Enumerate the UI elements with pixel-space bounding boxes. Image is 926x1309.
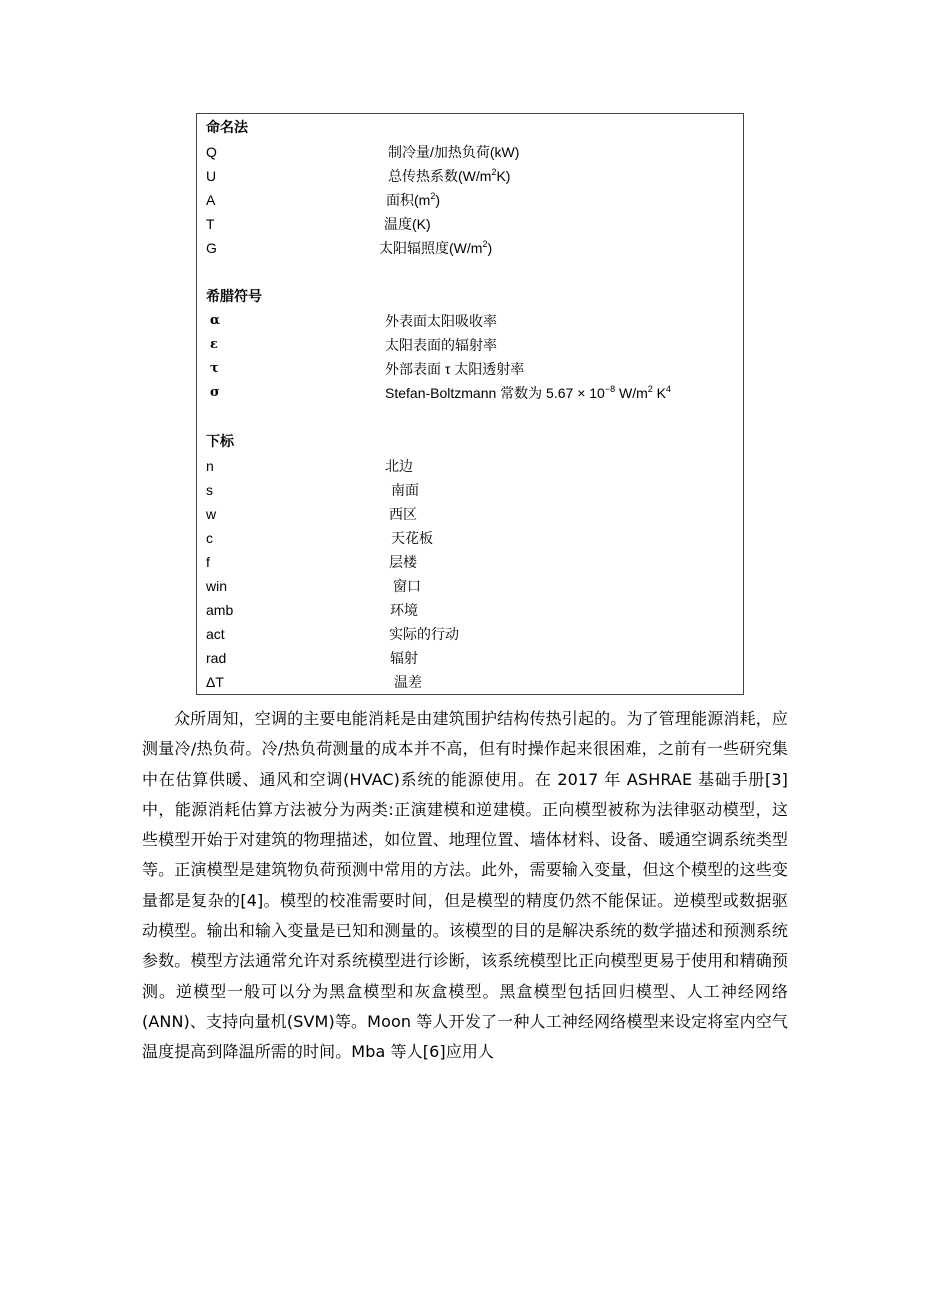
subscript-row xyxy=(197,454,743,478)
subscript-row xyxy=(197,550,743,574)
description: 总传热系数$(W/m^2K)$ xyxy=(388,167,511,184)
subscript-row xyxy=(197,670,743,694)
symbol: w xyxy=(206,506,217,522)
symbol: τ xyxy=(210,361,219,376)
symbol: amb xyxy=(206,602,234,618)
description: Stefan-Boltzmann 常数为 $5.67 \times 10^{-8}$ $W/m^2$ $K^4$ xyxy=(385,384,672,401)
description: 制冷量/加热负荷(kW) xyxy=(388,144,520,160)
symbol: Q xyxy=(206,144,217,160)
nomenclature-row xyxy=(197,188,743,212)
subscript-row xyxy=(197,478,743,502)
description: 外部表面 τ 太阳透射率 xyxy=(385,361,525,377)
symbol: rad xyxy=(206,650,227,666)
body-paragraph: 众所周知，空调的主要电能消耗是由建筑围护结构传热引起的。为了管理能源消耗，应测量冷/热负荷。冷/热负荷测量的成本并不高，但有时操作起来很困难，之前有一些研究集中在估算供暖、通风和空调(HVAC)系统的能源使用。在 2017 年 ASHRAE 基础手册[3]中，能源消耗估算方法被分为两类:正演建模和逆建模。正向模型被称为法律驱动模型，这些模型开始于对建筑的物理描述，如位置、地理位置、墙体材料、设备、暖通空调系统类型等。正演模型是建筑物负荷预测中常用的方法。此外，需要输入变量，但这个模型的这些变量都是复杂的[4]。模型的校准需要时间，但是模型的精度仍然不能保证。逆模型或数据驱动模型。输出和输入变量是已知和测量的。该模型的目的是解决系统的数学描述和预测系统参数。模型方法通常允许对系统模型进行诊断，该系统模型比正向模型更易于使用和精确预测。逆模型一般可以分为黑盒模型和灰盒模型。黑盒模型包括回归模型、人工神经网络(ANN)、支持向量机(SVM)等。Moon 等人开发了一种人工神经网络模型来设定将室内空气温度提高到降温所需的时间。Mba 等人[6]应用人 xyxy=(142,709,788,1062)
description: 温差 xyxy=(394,674,422,690)
description: 天花板 xyxy=(391,530,433,546)
nomenclature-row xyxy=(197,236,743,260)
description: 辐射 xyxy=(390,650,418,666)
symbol: U xyxy=(206,168,217,184)
subscript-row xyxy=(197,646,743,670)
subscript-row xyxy=(197,574,743,598)
description: 窗口 xyxy=(393,578,421,594)
nomenclature-row xyxy=(197,140,743,164)
description: 北边 xyxy=(385,458,413,474)
subscript-row xyxy=(197,526,743,550)
symbol: act xyxy=(206,626,225,642)
subscript-row xyxy=(197,622,743,646)
nomenclature-row xyxy=(197,212,743,236)
symbol: c xyxy=(206,530,213,546)
description: 环境 xyxy=(390,602,418,618)
symbol: T xyxy=(206,216,215,232)
description: 层楼 xyxy=(389,554,417,570)
symbol: α xyxy=(210,313,221,328)
subscript-row xyxy=(197,502,743,526)
greek-row xyxy=(197,309,743,333)
description: 实际的行动 xyxy=(389,626,459,642)
description: 太阳辐照度$(W/m^2)$ xyxy=(379,239,493,256)
symbol: A xyxy=(206,192,216,208)
nomenclature-heading: 命名法 xyxy=(206,120,248,136)
description: 面积$(m^2)$ xyxy=(386,191,441,208)
description: 温度(K) xyxy=(384,216,431,232)
symbol: σ xyxy=(210,385,220,400)
greek-row xyxy=(197,381,743,405)
description: 南面 xyxy=(391,482,419,498)
greek-symbols-heading: 希腊符号 xyxy=(206,289,262,305)
symbol: ε xyxy=(210,337,218,352)
nomenclature-table xyxy=(196,113,744,695)
symbol: ΔT xyxy=(206,674,224,690)
symbol: n xyxy=(206,458,214,474)
symbol: win xyxy=(206,578,228,594)
nomenclature-row xyxy=(197,164,743,188)
symbol: s xyxy=(206,482,213,498)
symbol: G xyxy=(206,240,217,256)
description: 外表面太阳吸收率 xyxy=(385,313,497,329)
symbol: f xyxy=(206,554,210,570)
subscripts-heading: 下标 xyxy=(206,434,234,450)
description: 西区 xyxy=(389,506,417,522)
description: 太阳表面的辐射率 xyxy=(385,337,497,353)
greek-row xyxy=(197,333,743,357)
subscript-row xyxy=(197,598,743,622)
greek-row xyxy=(197,357,743,381)
